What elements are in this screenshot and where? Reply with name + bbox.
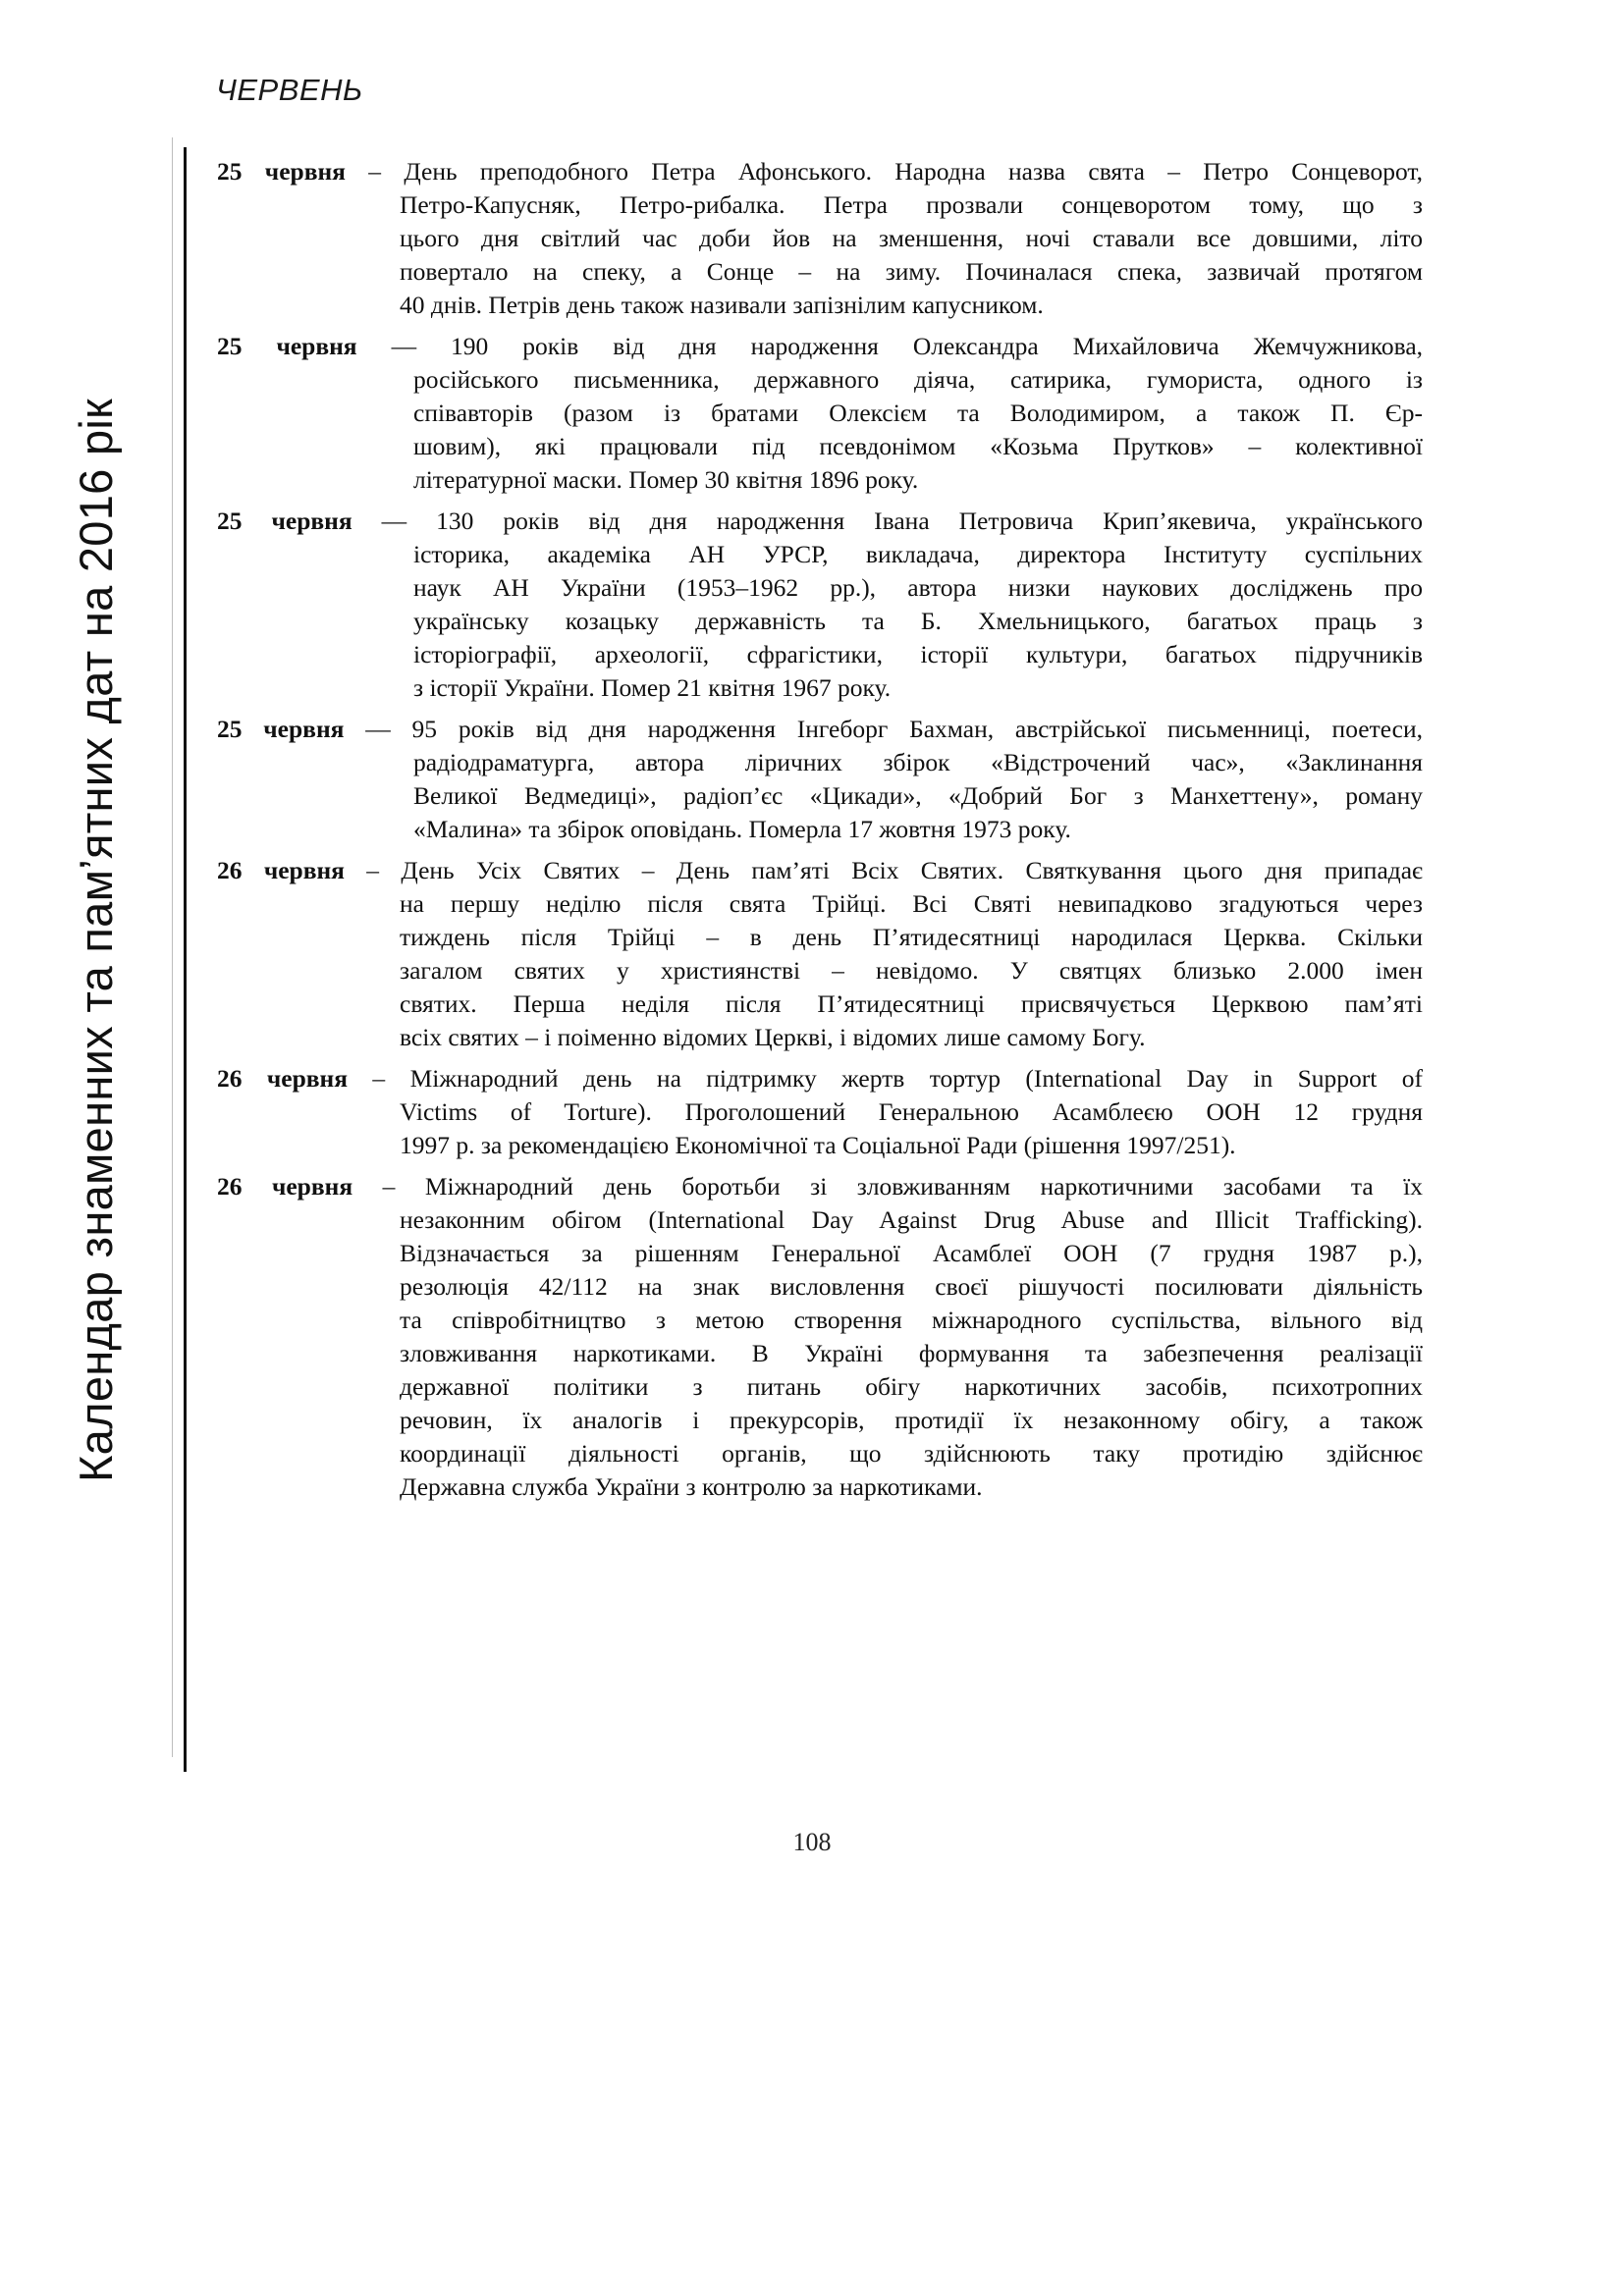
entry-text-line: шовим), які працювали під псевдонімом «Козьма Прутков» – колективної	[413, 432, 1423, 460]
entry-separator: —	[356, 332, 452, 360]
entry-text-line: 1997 р. за рекомендацією Економічної та Соціальної Ради (рішення 1997/251).	[400, 1131, 1236, 1159]
entry-text-line: літературної маски. Помер 30 квітня 1896 року.	[413, 465, 919, 494]
entry-text-line: російського письменника, державного діяча, сатирика, гумориста, одного із	[413, 365, 1423, 394]
entry-first-line	[217, 713, 1423, 746]
entry-continuation	[400, 1203, 1423, 1504]
entry-text-line: цього дня світлий час доби йов на зменшення, ночі ставали все довшими, літо	[400, 224, 1423, 252]
entry-text-line: на першу неділю після свята Трійці. Всі Святі невипадково згадуються через	[400, 889, 1423, 918]
side-title: Календар знаменних та пам’ятних дат на 2016 рік	[70, 398, 122, 1482]
entry-date: 25 червня	[217, 157, 346, 186]
entry-text-line: наук АН України (1953–1962 рр.), автора низки наукових досліджень про	[413, 573, 1423, 602]
calendar-entry	[217, 155, 1423, 322]
entry-date: 25 червня	[217, 715, 345, 743]
entry-text-line: святих. Перша неділя після П’ятидесятниці присвячується Церквою пам’яті	[400, 989, 1423, 1018]
entry-text: День Усіх Святих – День пам’яті Всіх Святих. Святкування цього дня припадає	[401, 856, 1424, 884]
entry-first-line	[217, 1170, 1423, 1203]
entry-text-line: радіодраматурга, автора ліричних збірок «Відстрочений час», «Заклинання	[413, 748, 1423, 776]
page-header-month: ЧЕРВЕНЬ	[216, 73, 363, 107]
entry-date: 25 червня	[217, 507, 352, 535]
entry-continuation	[400, 1095, 1423, 1162]
entry-first-line	[217, 505, 1423, 538]
entry-text-line: Великої Ведмедиці», радіоп’єс «Цикади», «Добрий Бог з Манхеттену», роману	[413, 781, 1423, 810]
entry-continuation	[400, 188, 1423, 322]
entry-text: Міжнародний день боротьби зі зловживанням наркотичними засобами та їх	[424, 1172, 1424, 1201]
entry-text: Міжнародний день на підтримку жертв тортур (International Day in Support of	[409, 1064, 1424, 1093]
calendar-entry	[217, 713, 1423, 846]
entry-text-line: всіх святих – і поіменно відомих Церкві, і відомих лише самому Богу.	[400, 1023, 1146, 1051]
entry-continuation	[413, 746, 1423, 846]
entry-text: День преподобного Петра Афонського. Народна назва свята – Петро Сонцеворот,	[404, 157, 1424, 186]
entry-separator: —	[352, 507, 437, 535]
entry-text-line: тиждень після Трійці – в день П’ятидесятниці народилася Церква. Скільки	[400, 923, 1423, 951]
entry-text-line: українську козацьку державність та Б. Хмельницького, багатьох праць з	[413, 607, 1423, 635]
calendar-entry	[217, 854, 1423, 1054]
entry-first-line	[217, 330, 1423, 363]
entry-date: 26 червня	[217, 856, 345, 884]
entry-text-line: 40 днів. Петрів день також називали запізнілим капусником.	[400, 291, 1044, 319]
entry-separator: –	[345, 157, 405, 186]
entry-continuation	[400, 887, 1423, 1054]
calendar-entry	[217, 330, 1423, 497]
calendar-entry	[217, 1062, 1423, 1162]
entry-text-line: незаконним обігом (International Day Against Drug Abuse and Illicit Trafficking).	[400, 1205, 1423, 1234]
entry-first-line	[217, 854, 1423, 887]
page-number: 108	[792, 1828, 832, 1856]
entry-text-line: історіографії, археології, сфрагістики, історії культури, багатьох підручників	[413, 640, 1423, 668]
margin-rule-thick	[184, 147, 187, 1772]
entry-date: 26 червня	[217, 1172, 353, 1201]
entry-continuation	[413, 538, 1423, 705]
entry-text-line: координації діяльності органів, що здійснюють таку протидію здійснює	[400, 1439, 1423, 1468]
entry-text: 95 років від дня народження Інгеборг Бахман, австрійської письменниці, поетеси,	[411, 715, 1424, 743]
entry-separator: –	[348, 1064, 410, 1093]
entry-text-line: повертало на спеку, а Сонце – на зиму. Починалася спека, зазвичай протягом	[400, 257, 1423, 286]
entry-text-line: «Малина» та збірок оповідань. Померла 17 жовтня 1973 року.	[413, 815, 1071, 843]
entry-first-line	[217, 155, 1423, 188]
entry-text-line: зловживання наркотиками. В Україні формування та забезпечення реалізації	[400, 1339, 1423, 1367]
entry-text-line: історика, академіка АН УРСР, викладача, директора Інституту суспільних	[413, 540, 1423, 568]
entry-first-line	[217, 1062, 1423, 1095]
entry-date: 26 червня	[217, 1064, 349, 1093]
entry-separator: –	[352, 1172, 425, 1201]
entry-date: 25 червня	[217, 332, 357, 360]
entry-text: 130 років від дня народження Івана Петровича Крип’якевича, українського	[436, 507, 1424, 535]
entry-text-line: резолюція 42/112 на знак висловлення своєї рішучості посилювати діяльність	[400, 1272, 1423, 1301]
entry-text-line: Петро-Капусняк, Петро-рибалка. Петра прозвали сонцеворотом тому, що з	[400, 190, 1423, 219]
calendar-entries	[217, 155, 1423, 1512]
entry-text-line: Відзначається за рішенням Генеральної Асамблеї ООН (7 грудня 1987 р.),	[400, 1239, 1423, 1267]
calendar-entry	[217, 1170, 1423, 1504]
entry-text-line: загалом святих у християнстві – невідомо. У святцях близько 2.000 імен	[400, 956, 1423, 985]
calendar-entry	[217, 505, 1423, 705]
entry-text-line: Державна служба України з контролю за наркотиками.	[400, 1472, 983, 1501]
entry-text-line: та співробітництво з метою створення міжнародного суспільства, вільного від	[400, 1306, 1423, 1334]
entry-text-line: державної політики з питань обігу наркотичних засобів, психотропних	[400, 1372, 1423, 1401]
entry-text-line: співавторів (разом із братами Олексієм та Володимиром, а також П. Єр-	[413, 399, 1423, 427]
entry-text-line: з історії України. Помер 21 квітня 1967 року.	[413, 673, 892, 702]
entry-text-line: Victims of Torture). Проголошений Генеральною Асамблеєю ООН 12 грудня	[400, 1097, 1423, 1126]
entry-separator: —	[344, 715, 412, 743]
entry-continuation	[413, 363, 1423, 497]
entry-text: 190 років від дня народження Олександра Михайловича Жемчужникова,	[451, 332, 1424, 360]
entry-separator: –	[344, 856, 402, 884]
margin-rule-thin	[172, 137, 173, 1757]
entry-text-line: речовин, їх аналогів і прекурсорів, протидії їх незаконному обігу, а також	[400, 1406, 1423, 1434]
